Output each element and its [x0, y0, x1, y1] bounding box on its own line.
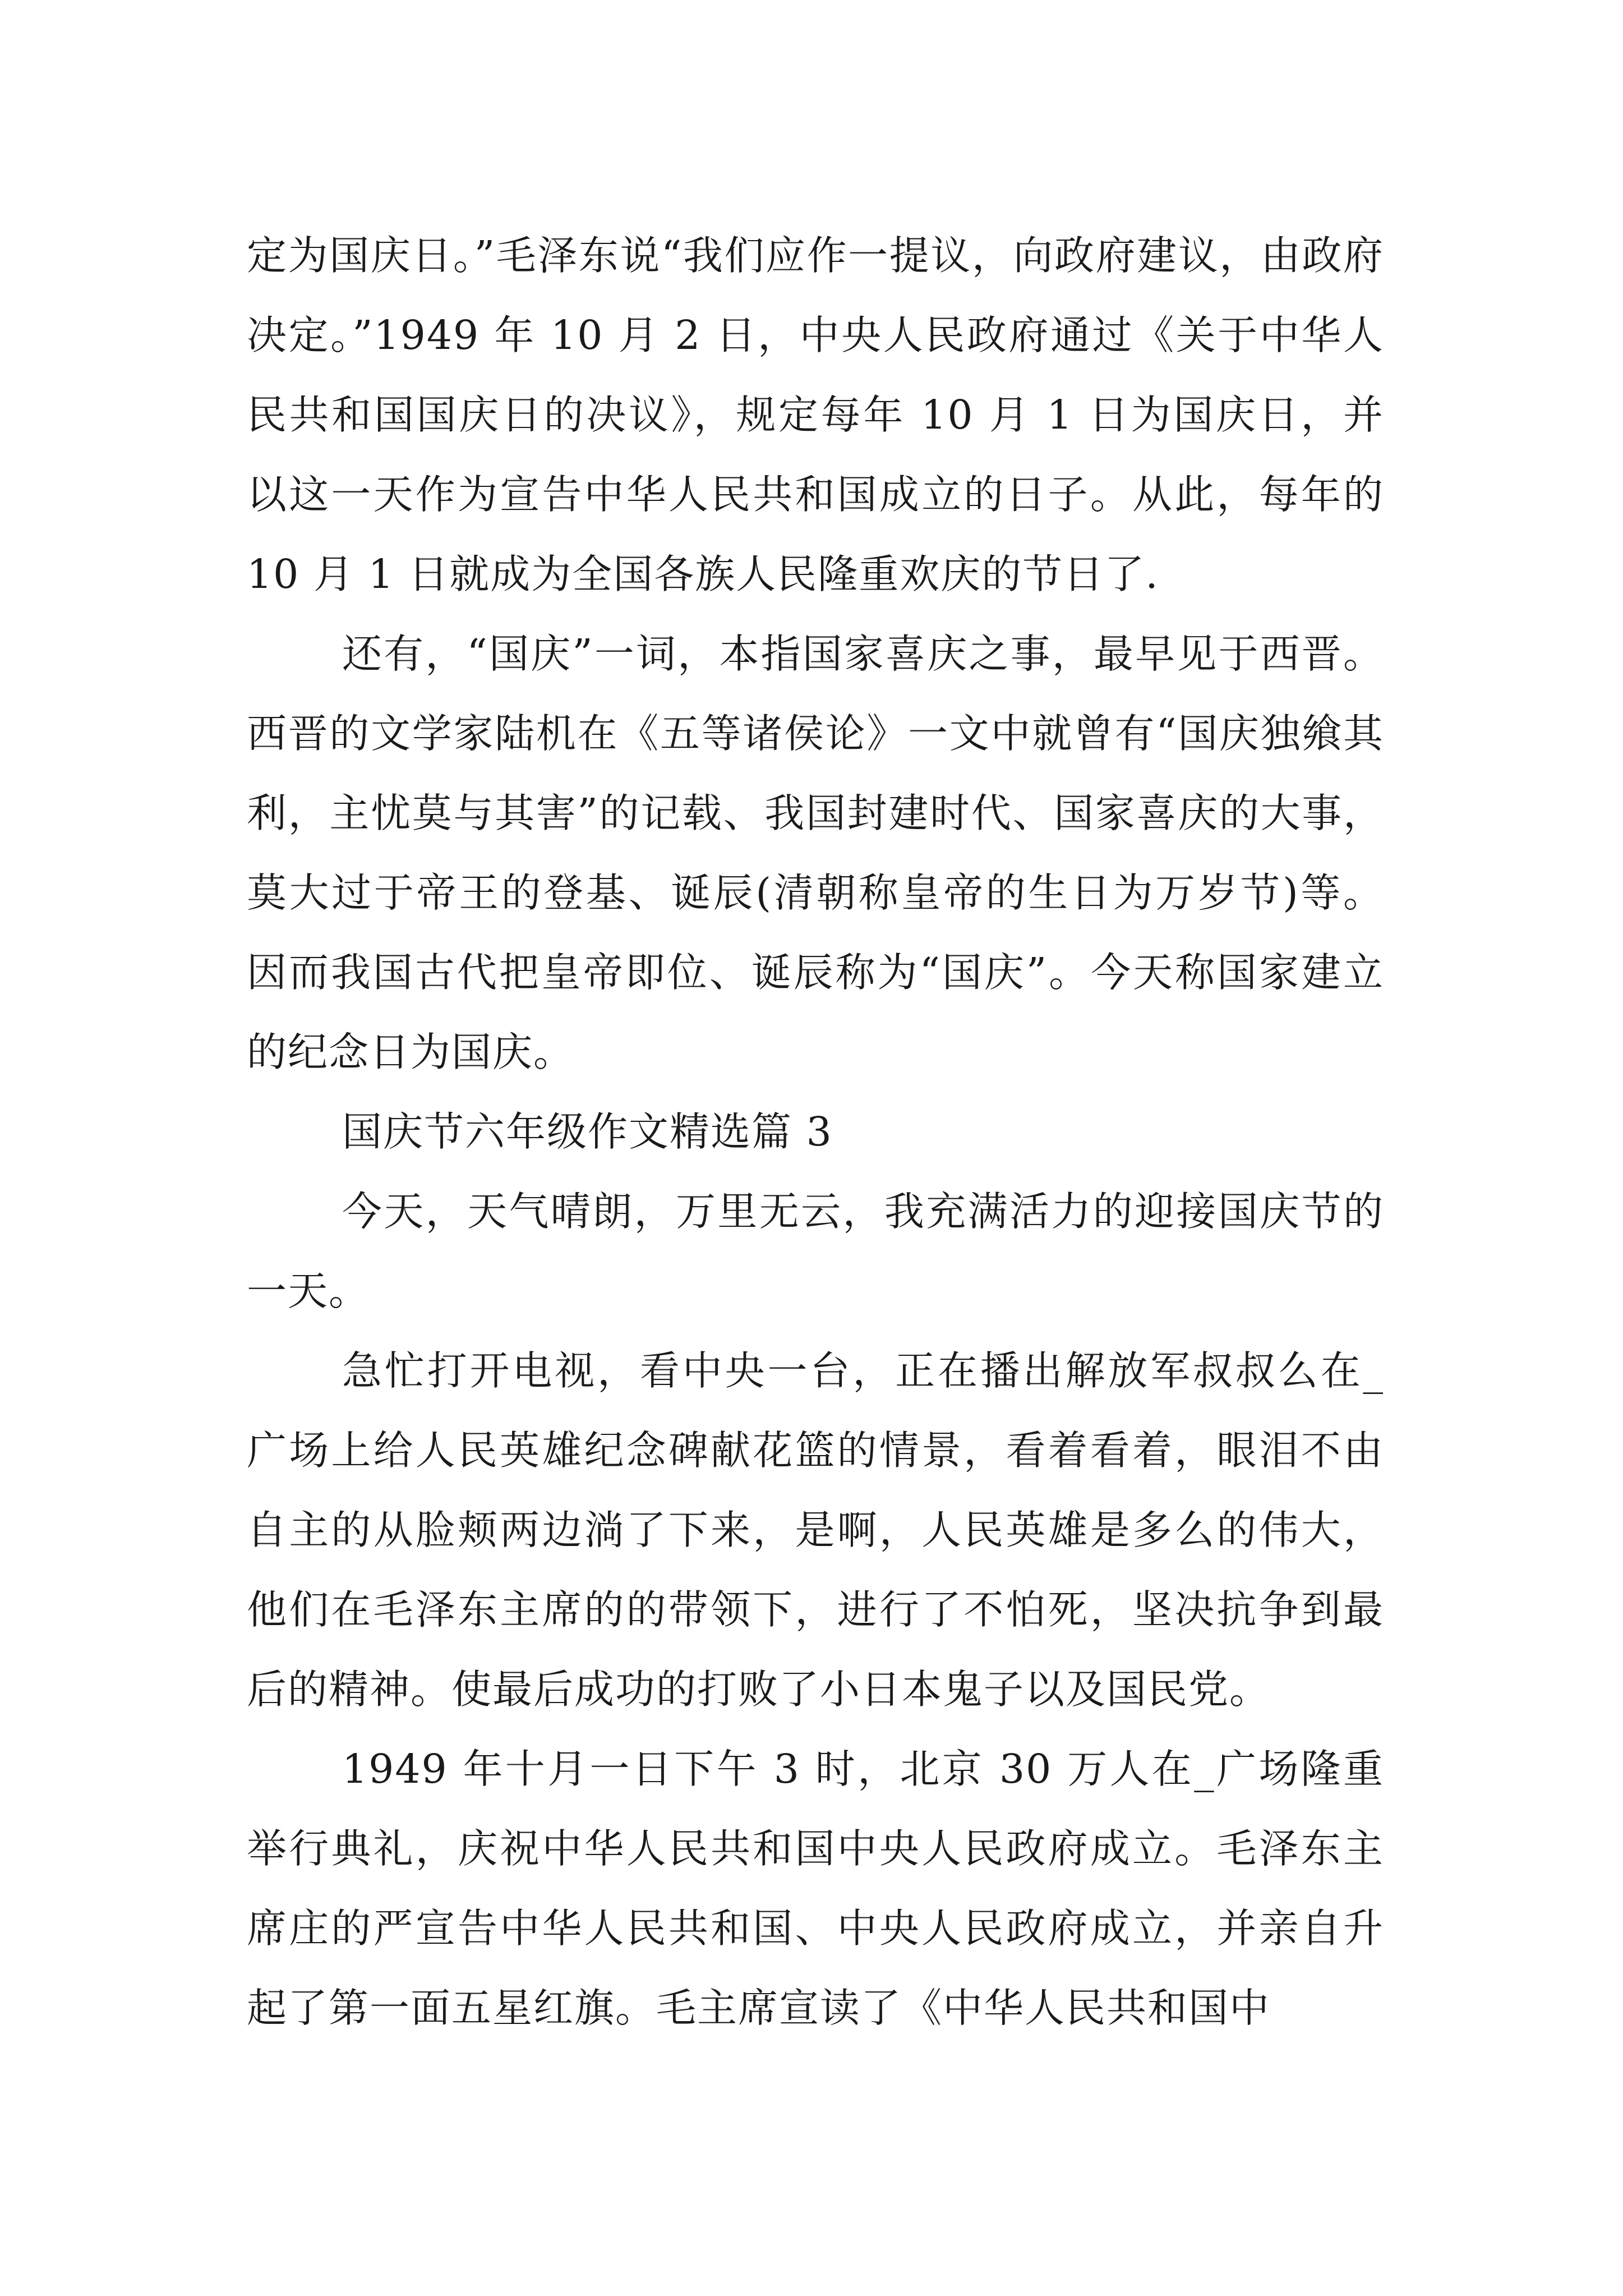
paragraph-weather: 今天，天气晴朗，万里无云，我充满活力的迎接国庆节的一天。	[247, 1188, 1384, 1314]
section-heading: 国庆节六年级作文精选篇 3	[342, 1108, 833, 1155]
document-body	[247, 216, 1384, 2048]
paragraph-tv-broadcast: 急忙打开电视，看中央一台，正在播出解放军叔叔么在_广场上给人民英雄纪念碑献花篮的情景，看着看着，眼泪不由自主的从脸颊两边淌了下来，是啊，人民英雄是多么的伟大，他们在毛泽东主席的的带领下，进行了不怕死，坚决抗争到最后的精神。使最后成功的打败了小日本鬼子以及国民党。	[247, 1347, 1384, 1713]
paragraph-founding-ceremony: 1949 年十月一日下午 3 时，北京 30 万人在_广场隆重举行典礼，庆祝中华人民共和国中央人民政府成立。毛泽东主席庄的严宣告中华人民共和国、中央人民政府成立，并亲自升起了第一面五星红旗。毛主席宣读了《中华人民共和国中	[247, 1746, 1384, 2031]
paragraph-national-day-decision: 定为国庆日。”毛泽东说“我们应作一提议，向政府建议，由政府决定。”1949 年 10 月 2 日，中央人民政府通过《关于中华人民共和国国庆日的决议》，规定每年 10 月 1 日为国庆日，并以这一天作为宣告中华人民共和国成立的日子。从此，每年的 10 月 1 日就成为全国各族人民隆重欢庆的节日了.	[247, 232, 1384, 597]
paragraph-guoqing-origin: 还有，“国庆”一词，本指国家喜庆之事，最早见于西晋。西晋的文学家陆机在《五等诸侯论》一文中就曾有“国庆独飨其利，主忧莫与其害”的记载、我国封建时代、国家喜庆的大事，莫大过于帝王的登基、诞辰(清朝称皇帝的生日为万岁节)等。因而我国古代把皇帝即位、诞辰称为“国庆”。今天称国家建立的纪念日为国庆。	[247, 631, 1384, 1075]
